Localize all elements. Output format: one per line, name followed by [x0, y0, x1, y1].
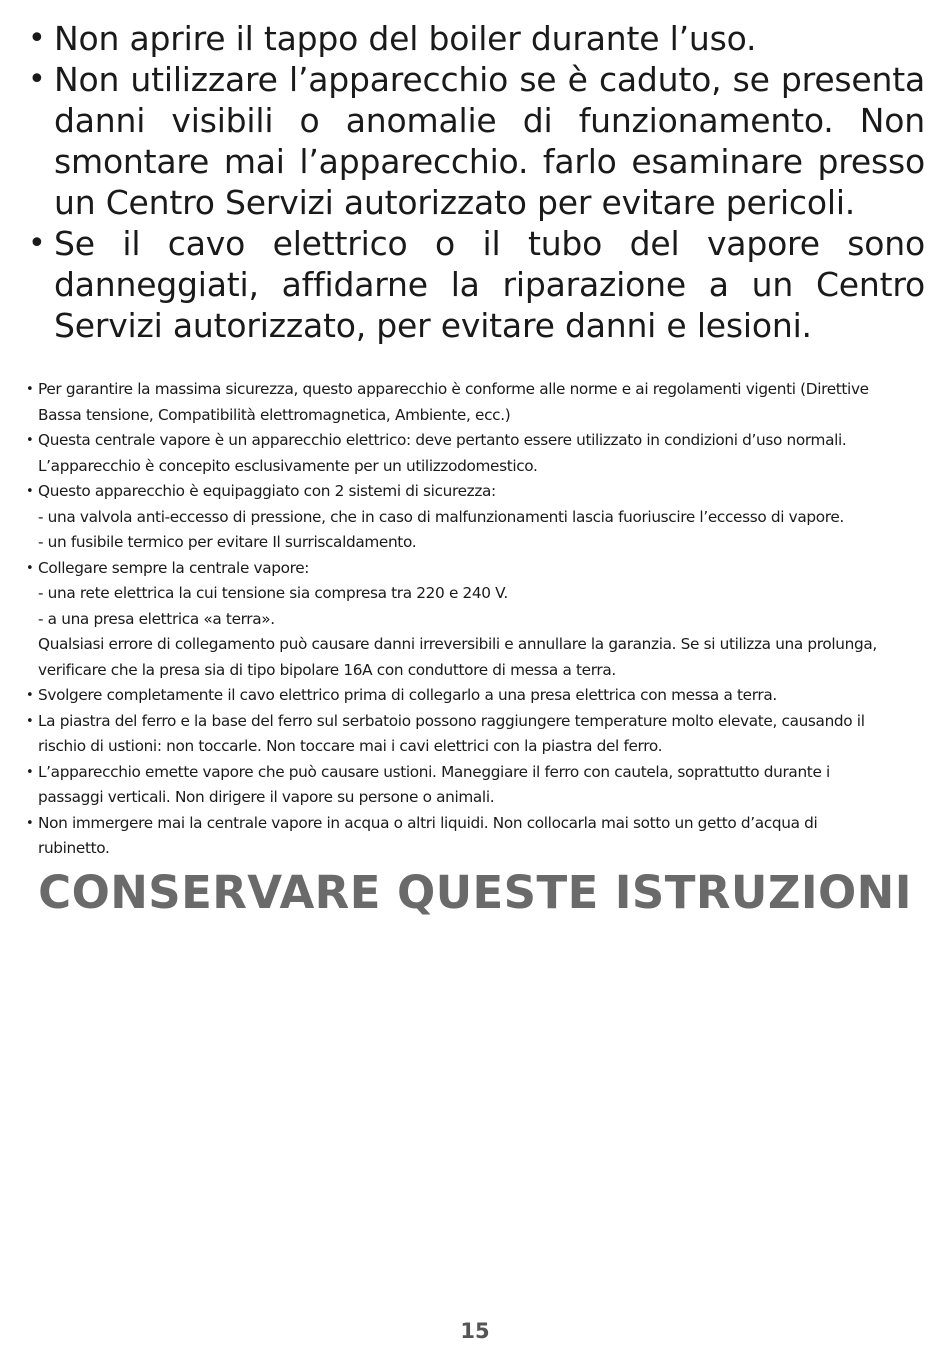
safety-item-body [38, 428, 926, 479]
bullet-icon: • [26, 688, 34, 703]
bullet-icon: • [28, 226, 46, 261]
warning-item [28, 223, 925, 346]
bullet-icon: • [26, 764, 34, 780]
safety-text-line: verificare che la presa sia di tipo bipolare 16A con conduttore di messa a terra. [38, 660, 616, 679]
page-number: 15 [460, 1319, 490, 1343]
safety-item [26, 479, 926, 556]
bullet-icon: • [26, 713, 34, 729]
bullet-icon: • [26, 815, 34, 831]
safety-item [26, 683, 926, 709]
safety-item-body [38, 811, 926, 862]
safety-instructions-list [26, 377, 926, 862]
safety-text-line: - una rete elettrica la cui tensione sia compresa tra 220 e 240 V. [38, 584, 508, 602]
safety-text-line: Qualsiasi errore di collegamento può causare danni irreversibili e annullare la garanzia. Se si utilizza una prolunga, [38, 635, 877, 653]
safety-item [26, 811, 926, 862]
safety-text-line: Non immergere mai la centrale vapore in acqua o altri liquidi. Non collocarla mai sotto un getto d’acqua di [38, 813, 818, 832]
safety-item-body [38, 377, 926, 428]
safety-text-line: Bassa tensione, Compatibilità elettromagnetica, Ambiente, ecc.) [38, 405, 511, 424]
safety-text-line: passaggi verticali. Non dirigere il vapore su persone o animali. [38, 788, 495, 806]
safety-text-line: Questa centrale vapore è un apparecchio elettrico: deve pertanto essere utilizzato in condizioni d’uso normali. [38, 431, 847, 449]
warning-list [28, 18, 925, 346]
safety-text-line: rischio di ustioni: non toccarle. Non toccare mai i cavi elettrici con la piastra del ferro. [38, 737, 663, 755]
safety-text-line: - un fusibile termico per evitare Il surriscaldamento. [38, 533, 417, 551]
bullet-icon: • [26, 560, 34, 576]
safety-text-line: Svolgere completamente il cavo elettrico prima di collegarlo a una presa elettrica con messa a terra. [38, 686, 777, 704]
safety-item-body [38, 760, 926, 811]
safety-item-body [38, 709, 926, 760]
safety-item [26, 760, 926, 811]
safety-text-line: - a una presa elettrica «a terra». [38, 609, 275, 628]
safety-item [26, 377, 926, 428]
safety-item-body [38, 479, 926, 556]
safety-item [26, 428, 926, 479]
closing-title: CONSERVARE QUESTE ISTRUZIONI [38, 866, 912, 919]
bullet-icon: • [26, 382, 34, 397]
warning-item [28, 18, 925, 59]
safety-text-line: Collegare sempre la centrale vapore: [38, 558, 310, 577]
safety-text-line: La piastra del ferro e la base del ferro sul serbatoio possono raggiungere temperature molto elevate, causando il [38, 711, 865, 730]
warning-text: Se il cavo elettrico o il tubo del vapore sono danneggiati, affidarne la riparazione a un Centro Servizi autorizzato, per evitare danni e lesioni. [54, 224, 925, 345]
safety-item [26, 556, 926, 684]
warning-text: Non utilizzare l’apparecchio se è caduto, se presenta danni visibili o anomalie di funzionamento. Non smontare mai l’apparecchio. farlo esaminare presso un Centro Servizi autorizzato per evitare pericoli. [54, 60, 925, 222]
safety-text-line: L’apparecchio emette vapore che può causare ustioni. Maneggiare il ferro con cautela, soprattutto durante i [38, 762, 830, 781]
safety-text-line: Per garantire la massima sicurezza, questo apparecchio è conforme alle norme e ai regolamenti vigenti (Direttive [38, 380, 869, 398]
bullet-icon: • [28, 62, 46, 97]
safety-text-line: - una valvola anti-eccesso di pressione, che in caso di malfunzionamenti lascia fuoriuscire l’eccesso di vapore. [38, 507, 844, 526]
safety-item-body [38, 556, 926, 684]
warning-text: Non aprire il tappo del boiler durante l’uso. [54, 19, 757, 58]
bullet-icon: • [26, 484, 34, 499]
warning-item [28, 59, 925, 223]
safety-item-body [38, 683, 926, 709]
safety-text-line: Questo apparecchio è equipaggiato con 2 sistemi di sicurezza: [38, 482, 496, 500]
bullet-icon: • [28, 21, 46, 56]
safety-item [26, 709, 926, 760]
safety-text-line: rubinetto. [38, 839, 110, 857]
bullet-icon: • [26, 433, 34, 448]
safety-text-line: L’apparecchio è concepito esclusivamente per un utilizzodomestico. [38, 456, 538, 475]
